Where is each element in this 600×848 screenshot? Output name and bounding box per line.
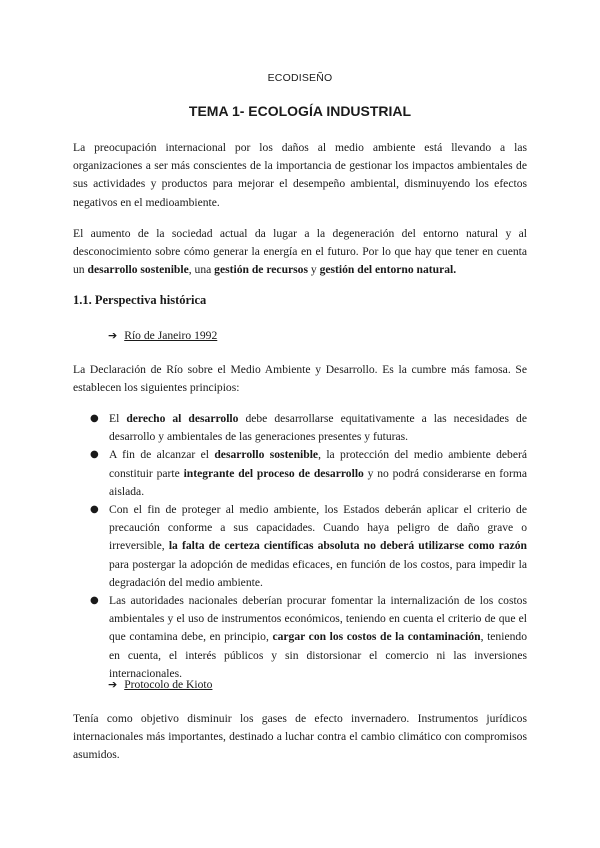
b1-text-2: debe desarrollarse equitativamente a las necesidades de desarrollo y ambientales de las generaciones presentes y futuras. — [109, 412, 527, 444]
list-item — [90, 501, 527, 592]
intro-p2-bold-2: gestión de recursos — [214, 263, 308, 277]
intro-p2-bold-1: desarrollo sostenible — [87, 263, 189, 277]
b4-bold-1: cargar con los costos de la contaminación — [272, 630, 481, 644]
intro-p2-text-2: , una — [188, 263, 215, 277]
bullet-icon: ● — [90, 413, 99, 424]
rio-principles-list — [90, 410, 527, 683]
b4-text-2: , teniendo en cuenta, el interés públicos y sin distorsionar el comercio ni las inversiones internacionales. — [109, 630, 527, 680]
b2-bold-2: integrante del proceso de desarrollo — [183, 466, 364, 480]
kioto-label: Protocolo de Kioto — [124, 678, 213, 691]
b3-bold-1: la falta de certeza científicas absoluta no deberá utilizarse como razón — [168, 539, 527, 553]
b4-text-1: Las autoridades nacionales deberían procurar fomentar la internalización de los costos ambientales y el uso de instrumentos económicos, teniendo en cuenta el criterio de que el que contamina debe, en principio, — [109, 594, 527, 644]
b2-text-2: , la protección del medio ambiente deberá constituir parte — [109, 448, 527, 480]
document-title: TEMA 1- ECOLOGÍA INDUSTRIAL — [188, 103, 412, 119]
b2-text-1: A fin de alcanzar el — [109, 448, 215, 462]
bullet-icon: ● — [90, 504, 99, 516]
intro-p2-text-3: y — [308, 263, 320, 277]
bullet-icon: ● — [90, 595, 99, 607]
kioto-subheading — [108, 678, 212, 691]
rio-intro-paragraph: La Declaración de Río sobre el Medio Ambiente y Desarrollo. Es la cumbre más famosa. Se establecen los siguientes principios: — [73, 363, 527, 395]
intro-paragraph-2 — [73, 225, 527, 280]
intro-p2-bold-3: gestión del entorno natural. — [319, 263, 457, 277]
arrow-right-icon: ➔ — [108, 678, 118, 691]
section-heading: 1.1. Perspectiva histórica — [73, 293, 207, 307]
intro-p2-text-1: El aumento de la sociedad actual da lugar a la degeneración del entorno natural y al desconocimiento sobre cómo generar la energía en el futuro. Por lo que hay que tener en cuenta un — [73, 227, 527, 277]
document-header: ECODISEÑO — [267, 72, 333, 84]
arrow-right-icon: ➔ — [108, 329, 118, 342]
b2-bold-1: desarrollo sostenible — [214, 448, 319, 462]
intro-paragraph-1: La preocupación internacional por los daños al medio ambiente está llevando a las organizaciones a ser más conscientes de la importancia de gestionar los impactos ambientales de sus actividades y productos para mejorar el desempeño ambiental, disminuyendo los efectos negativos en el medioambiente. — [73, 141, 527, 209]
b2-text-3: y no podrá considerarse en forma aislada. — [109, 466, 527, 498]
rio-subheading — [108, 329, 217, 342]
list-item — [90, 410, 527, 446]
rio-label: Río de Janeiro 1992 — [124, 329, 218, 342]
b3-text-1: Con el fin de proteger al medio ambiente, los Estados deberán aplicar el criterio de precaución conforme a sus capacidades. Cuando haya peligro de daño grave o irreversible, — [109, 503, 527, 553]
b1-bold-1: derecho al desarrollo — [126, 412, 239, 425]
list-item — [90, 446, 527, 501]
b1-text-1: El — [109, 412, 127, 425]
list-item — [90, 592, 527, 683]
bullet-icon: ● — [90, 449, 99, 461]
kioto-paragraph: Tenía como objetivo disminuir los gases de efecto invernadero. Instrumentos jurídicos internacionales más importantes, destinado a luchar contra el cambio climático con compromisos asumidos. — [73, 712, 527, 762]
b3-text-2: para postergar la adopción de medidas eficaces, en función de los costos, para impedir la degradación del medio ambiente. — [109, 557, 527, 589]
